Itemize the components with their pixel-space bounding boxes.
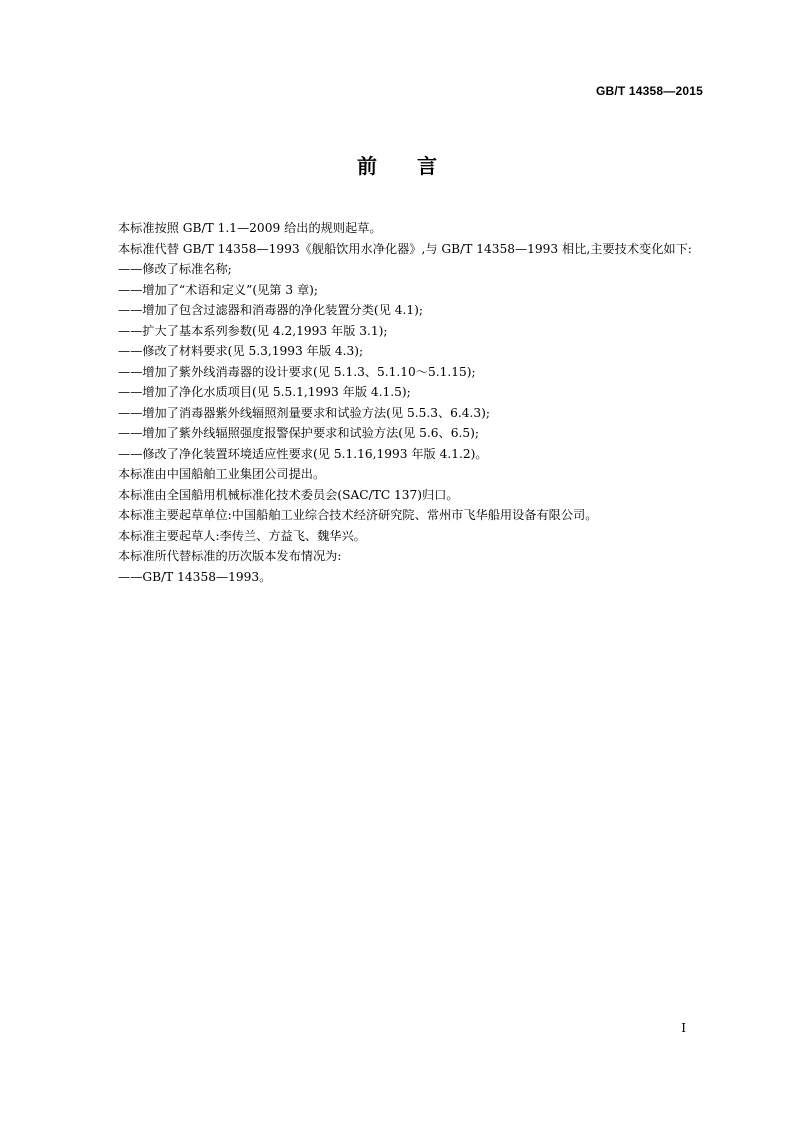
list-item: ——修改了净化装置环境适应性要求(见 5.1.16,1993 年版 4.1.2)。 xyxy=(118,446,488,461)
list-item: ——增加了包含过滤器和消毒器的净化装置分类(见 4.1); xyxy=(118,303,423,317)
changes-list xyxy=(91,259,705,464)
list-item: ——增加了“术语和定义”(见第 3 章); xyxy=(118,282,319,297)
list-item: ——增加了消毒器紫外线辐照剂量要求和试验方法(见 5.5.3、6.4.3); xyxy=(118,405,491,420)
page-title: 前言 xyxy=(357,154,477,178)
replacement-paragraph: 本标准代替 GB/T 14358—1993《舰船饮用水净化器》,与 GB/T 14358—1993 相比,主要技术变化如下: xyxy=(118,241,692,256)
list-item: ——扩大了基本系列参数(见 4.2,1993 年版 3.1); xyxy=(118,323,388,338)
standard-number: GB/T 14358—2015 xyxy=(595,84,703,98)
list-item: ——增加了净化水质项目(见 5.5.1,1993 年版 4.1.5); xyxy=(118,385,411,399)
list-item: ——增加了紫外线消毒器的设计要求(见 5.1.3、5.1.10～5.1.15); xyxy=(118,364,476,379)
history-intro-paragraph: 本标准所代替标准的历次版本发布情况为: xyxy=(118,549,342,563)
drafters-paragraph: 本标准主要起草人:李传兰、方益飞、魏华兴。 xyxy=(118,528,366,543)
list-item: ——修改了材料要求(见 5.3,1993 年版 4.3); xyxy=(118,344,364,358)
foreword-body xyxy=(91,218,705,587)
drafting-rule-paragraph: 本标准按照 GB/T 1.1—2009 给出的规则起草。 xyxy=(118,221,382,235)
list-item: ——增加了紫外线辐照强度报警保护要求和试验方法(见 5.6、6.5); xyxy=(118,426,479,440)
page-number: I xyxy=(681,1021,686,1035)
history-item: ——GB/T 14358—1993。 xyxy=(118,569,272,584)
centralized-paragraph: 本标准由全国船用机械标准化技术委员会(SAC/TC 137)归口。 xyxy=(118,487,459,502)
drafting-units-paragraph: 本标准主要起草单位:中国船舶工业综合技术经济研究院、常州市飞华船用设备有限公司。 xyxy=(118,508,598,522)
proposer-paragraph: 本标准由中国船舶工业集团公司提出。 xyxy=(118,467,326,481)
list-item: ——修改了标准名称; xyxy=(118,262,232,276)
